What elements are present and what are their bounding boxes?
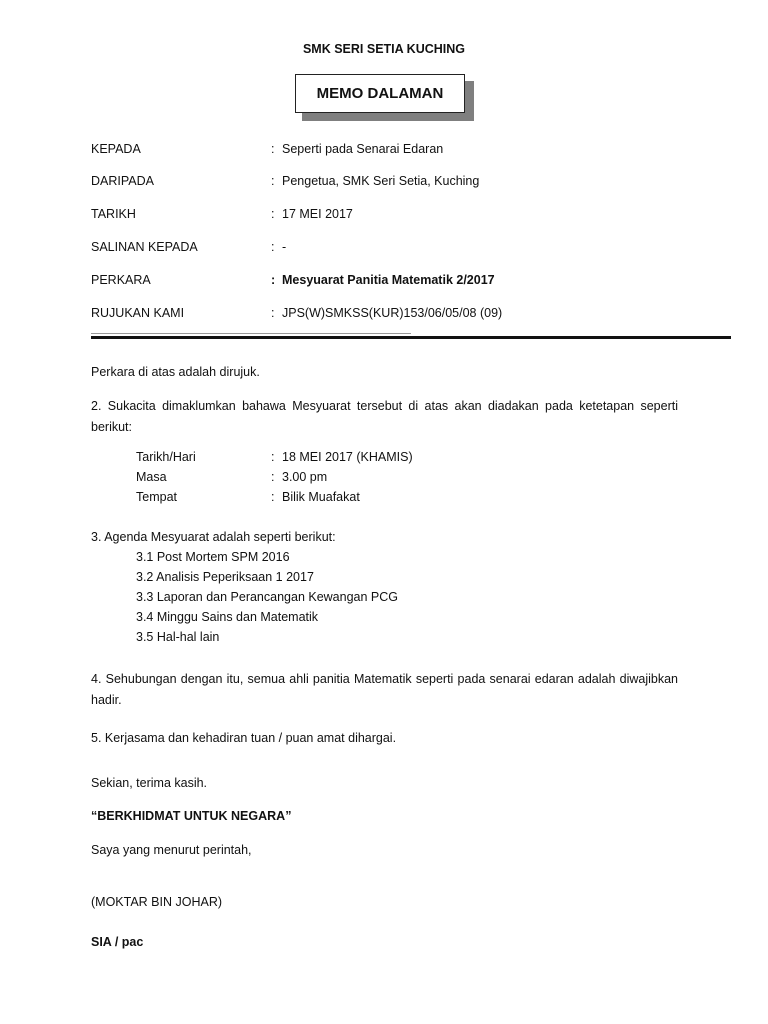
detail-label-masa: Masa <box>136 470 167 484</box>
agenda-title: 3. Agenda Mesyuarat adalah seperti berikut: <box>91 530 336 544</box>
detail-value-masa: 3.00 pm <box>282 470 328 484</box>
paragraph-4: 4. Sehubungan dengan itu, semua ahli panitia Matematik seperti pada senarai edaran adalah diwajibkan hadir. <box>91 672 678 707</box>
field-colon: : <box>271 240 275 254</box>
detail-colon: : <box>271 490 275 504</box>
field-label-tarikh: TARIKH <box>91 207 136 221</box>
field-label-salinan: SALINAN KEPADA <box>91 240 198 254</box>
intro-text: Perkara di atas adalah dirujuk. <box>91 365 260 379</box>
field-colon: : <box>271 207 275 221</box>
agenda-item: 3.1 Post Mortem SPM 2016 <box>136 550 290 564</box>
paragraph-2: 2. Sukacita dimaklumkan bahawa Mesyuarat tersebut di atas akan diadakan pada ketetapan seperti berikut: <box>91 399 678 434</box>
field-value-salinan: - <box>282 240 287 254</box>
field-colon: : <box>271 142 275 156</box>
divider-thick <box>91 336 731 339</box>
field-value-rujukan: JPS(W)SMKSS(KUR)153/06/05/08 (09) <box>282 306 503 320</box>
detail-colon: : <box>271 450 275 464</box>
field-colon: : <box>271 174 275 188</box>
field-colon: : <box>271 273 276 287</box>
reference-initials: SIA / pac <box>91 935 144 949</box>
field-label-daripada: DARIPADA <box>91 174 154 188</box>
detail-colon: : <box>271 470 275 484</box>
agenda-item: 3.5 Hal-hal lain <box>136 630 220 644</box>
agenda-item: 3.3 Laporan dan Perancangan Kewangan PCG <box>136 590 398 604</box>
field-label-rujukan: RUJUKAN KAMI <box>91 306 185 320</box>
field-value-tarikh: 17 MEI 2017 <box>282 207 353 221</box>
closing-motto: “BERKHIDMAT UNTUK NEGARA” <box>91 809 292 823</box>
detail-value-tempat: Bilik Muafakat <box>282 490 360 504</box>
paragraph-5: 5. Kerjasama dan kehadiran tuan / puan amat dihargai. <box>91 731 397 745</box>
divider-thin <box>91 333 411 334</box>
field-label-perkara: PERKARA <box>91 273 151 287</box>
agenda-item: 3.2 Analisis Peperiksaan 1 2017 <box>136 570 314 584</box>
closing-order: Saya yang menurut perintah, <box>91 843 252 857</box>
detail-label-tarikh: Tarikh/Hari <box>136 450 196 464</box>
field-value-perkara: Mesyuarat Panitia Matematik 2/2017 <box>282 273 495 287</box>
field-value-daripada: Pengetua, SMK Seri Setia, Kuching <box>282 174 480 188</box>
detail-label-tempat: Tempat <box>136 490 177 504</box>
school-name: SMK SERI SETIA KUCHING <box>302 42 466 56</box>
field-label-kepada: KEPADA <box>91 142 141 156</box>
field-value-kepada: Seperti pada Senarai Edaran <box>282 142 444 156</box>
field-colon: : <box>271 306 275 320</box>
detail-value-tarikh: 18 MEI 2017 (KHAMIS) <box>282 450 413 464</box>
agenda-item: 3.4 Minggu Sains dan Matematik <box>136 610 319 624</box>
memo-title-box: MEMO DALAMAN <box>295 74 465 113</box>
signatory-name: (MOKTAR BIN JOHAR) <box>91 895 223 909</box>
closing-thanks: Sekian, terima kasih. <box>91 776 208 790</box>
